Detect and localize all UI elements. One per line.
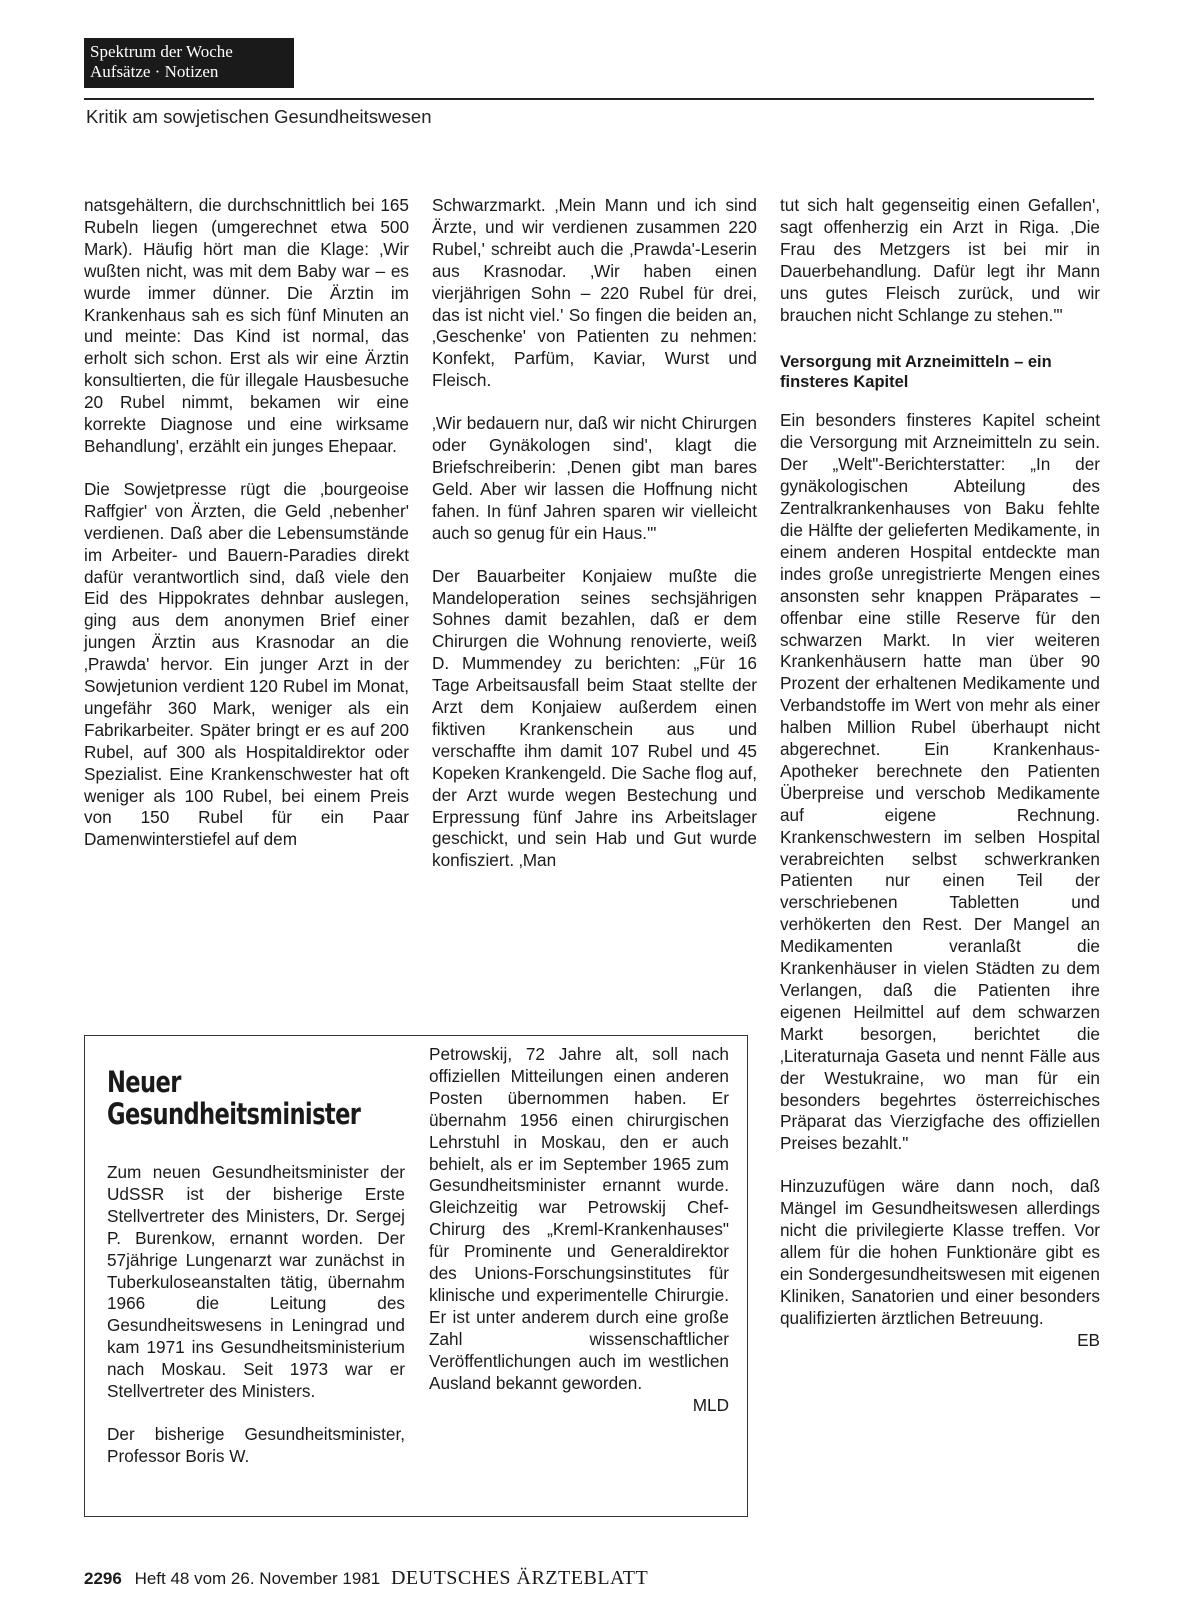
paragraph: Ein besonders finsteres Kapitel scheint die Versorgung mit Arzneimitteln zu sein. Der „Welt"-Berichterstatter: „In der gynäkologischen Abteilung des Zentralkrankenhauses von Baku fehlte die Hälfte der gelieferten Medikamente, in einem anderen Hospital entdeckte man indes große unregistrierte Mengen eines ansonsten sehr knappen Präparates – offenbar eine stille Reserve für den schwarzen Markt. In vier weiteren Krankenhäusern hatte man über 90 Prozent der erhaltenen Medikamente und Verbandstoffe im Wert von mehr als einer halben Million Rubel überhaupt nicht abgerechnet. Ein Krankenhaus-Apotheker berechnete den Patienten Überpreise und verschob Medikamente auf eigene Rechnung. Krankenschwestern im selben Hospital verabreichten selbst schwerkranken Patienten nur einen Teil der verschriebenen Tabletten und verhökerten den Rest. Der Mangel an Medikamenten veranlaßt die Krankenhäuser in vielen Städten zu dem Verlangen, daß die Patienten ihre eigenen Heilmittel auf dem schwarzen Markt besorgen, berichtet die ‚Literaturnaja Gaseta und nennt Fälle aus der Westukraine, wo man für ein besonders begehrtes österreichisches Präparat das Vierzigfache des offiziellen Preises bezahlt." [780, 410, 1100, 1154]
author-signature-row [780, 1330, 1100, 1352]
box-title-line-1: Neuer [107, 1065, 181, 1099]
article-column-3 [780, 195, 1100, 1352]
box-title [107, 1066, 388, 1130]
section-heading: Versorgung mit Arzneimitteln – ein finsteres Kapitel [780, 353, 1052, 392]
box-signature: MLD [692, 1394, 729, 1415]
box-column-2 [429, 1044, 729, 1416]
box-title-line-2: Gesundheitsminister [107, 1097, 361, 1131]
article-subject: Kritik am sowjetischen Gesundheitswesen [86, 106, 432, 127]
section-rubric [84, 38, 294, 88]
paragraph: natsgehältern, die durchschnittlich bei 165 Rubeln liegen (umgerechnet etwa 500 Mark). Häufig hört man die Klage: ‚Wir wußten nicht, was mit dem Baby war – es wurde immer dünner. Die Ärztin im Krankenhaus sah es sich fünf Minuten an und meinte: Das Kind ist normal, das erholt sich schon. Erst als wir eine Ärztin konsultierten, die für illegale Hausbesuche 20 Rubel nimmt, bekamen wir eine korrekte Diagnose und eine wirksame Behandlung', erzählt ein junges Ehepaar. [84, 195, 409, 456]
paragraph: Der bisherige Gesundheitsminister, Professor Boris W. [107, 1423, 405, 1466]
article-column-2 [432, 195, 757, 893]
box-column-1 [107, 1162, 405, 1489]
paragraph: Zum neuen Gesundheitsminister der UdSSR ist der bisherige Erste Stellvertreter des Ministers, Dr. Sergej P. Burenkow, ernannt worden. Der 57jährige Lungenarzt war zunächst in Tuberkuloseanstalten tätig, übernahm 1966 die Leitung des Gesundheitswesens in Leningrad und kam 1971 ins Gesundheitsministerium nach Moskau. Seit 1973 war er Stellvertreter des Ministers. [107, 1162, 405, 1402]
paragraph: Die Sowjetpresse rügt die ‚bourgeoise Raffgier' von Ärzten, die Geld ‚nebenher' verdienen. Daß aber die Lebensumstände im Arbeiter- und Bauern-Paradies direkt dafür verantwortlich sind, daß viele den Eid des Hippokrates dehnbar auslegen, ging aus dem anonymen Brief einer jungen Ärztin aus Krasnodar an die ‚Prawda' hervor. Ein junger Arzt in der Sowjetunion verdient 120 Rubel im Monat, ungefähr 360 Mark, weniger als ein Fabrikarbeiter. Später bringt er es auf 200 Rubel, auf 300 als Hospitaldirektor oder Spezialist. Eine Krankenschwester hat oft weniger als 100 Rubel, bei einem Preis von 150 Rubel für ein Paar Damenwinterstiefel auf dem [84, 478, 409, 850]
paragraph: Petrowskij, 72 Jahre alt, soll nach offiziellen Mitteilungen einen anderen Posten übernommen haben. Er übernahm 1956 einen chirurgischen Lehrstuhl in Moskau, den er auch behielt, als er im September 1965 zum Gesundheitsminister ernannt wurde. Gleichzeitig war Petrowskij Chef-Chirurg des „Kreml-Krankenhauses" für Prominente und Generaldirektor des Unions-Forschungsinstitutes für klinische und experimentelle Chirurgie. Er ist unter anderem durch eine große Zahl wissenschaftlicher Veröffentlichungen auch im westlichen Ausland bekannt geworden. [429, 1044, 729, 1393]
sidebar-box [84, 1035, 748, 1517]
article-column-1 [84, 195, 409, 872]
paragraph: tut sich halt gegenseitig einen Gefallen', sagt offenherzig ein Arzt in Riga. ‚Die Frau des Metzgers ist bei mir in Dauerbehandlung. Dafür legt ihr Mann uns gutes Fleisch zurück, und wir brauchen nicht Schlange zu stehen.'" [780, 195, 1100, 325]
author-signature: EB [1077, 1329, 1100, 1350]
issue-info: Heft 48 vom 26. November 1981 [134, 1569, 381, 1588]
paragraph: ‚Wir bedauern nur, daß wir nicht Chirurgen oder Gynäkologen sind', klagt die Briefschreiberin: ‚Denen gibt man bares Geld. Aber wir lassen die Hoffnung nicht fahen. In fünf Jahren sparen wir vielleicht auch so genug für ein Haus.'" [432, 413, 757, 543]
journal-name: DEUTSCHES ÄRZTEBLATT [390, 1567, 649, 1589]
page-number: 2296 [84, 1569, 122, 1588]
rubric-line-2: Aufsätze · Notizen [90, 62, 219, 81]
paragraph: Schwarzmarkt. ‚Mein Mann und ich sind Ärzte, und wir verdienen zusammen 220 Rubel,' schreibt auch die ‚Prawda'-Leserin aus Krasnodar. ‚Wir haben einen vierjährigen Sohn – 220 Rubel für drei, das ist nicht viel.' So fingen die beiden an, ‚Geschenke' von Patienten zu nehmen: Konfekt, Parfüm, Kaviar, Wurst und Fleisch. [432, 195, 757, 391]
box-signature-row [429, 1395, 729, 1417]
rubric-line-1: Spektrum der Woche [90, 42, 233, 61]
header-rule [84, 98, 1094, 100]
page-footer [84, 1567, 648, 1590]
paragraph: Der Bauarbeiter Konjaiew mußte die Mandeloperation seines sechsjährigen Sohnes damit bezahlen, daß er dem Chirurgen die Wohnung renovierte, weiß D. Mummendey zu berichten: „Für 16 Tage Arbeitsausfall beim Staat stellte der Arzt dem Konjaiew außerdem einen fiktiven Krankenschein aus und verschaffte ihm damit 107 Rubel und 45 Kopeken Krankengeld. Die Sache flog auf, der Arzt wurde wegen Bestechung und Erpressung fünf Jahre ins Arbeitslager geschickt, und sein Hab und Gut wurde konfisziert. ‚Man [432, 565, 757, 871]
paragraph: Hinzuzufügen wäre dann noch, daß Mängel im Gesundheitswesen allerdings nicht die privilegierte Klasse treffen. Vor allem für die hohen Funktionäre gibt es ein Sondergesundheitswesen mit eigenen Kliniken, Sanatorien und einer besonders qualifizierten ärztlichen Betreuung. [780, 1176, 1100, 1328]
